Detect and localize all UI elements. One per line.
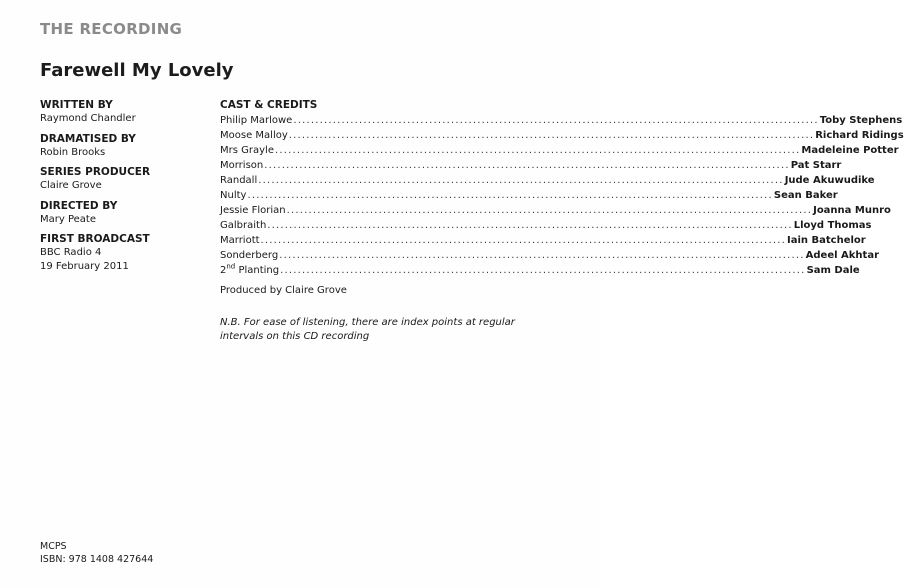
role-ordinal: 2 (220, 265, 227, 276)
credits-column (40, 98, 210, 279)
cast-actor: Sam Dale (806, 265, 860, 276)
credit-written-by (40, 98, 210, 126)
credit-heading: DIRECTED BY (40, 199, 118, 212)
cast-actor: Joanna Munro (813, 205, 891, 216)
credit-heading: WRITTEN BY (40, 99, 113, 111)
credit-value: BBC Radio 4 (40, 247, 102, 258)
credit-heading: FIRST BROADCAST (40, 233, 150, 245)
cast-role: Nulty (220, 190, 247, 201)
dot-leader: ........................................................................................................................ (286, 205, 813, 216)
credit-value: Claire Grove (40, 180, 102, 191)
cast-role: Philip Marlowe (220, 115, 293, 126)
dot-leader: ........................................................................................................................ (264, 160, 790, 171)
cast-role: Jessie Florian (220, 205, 286, 216)
cast-actor: Jude Akuwudike (784, 175, 875, 186)
cast-heading: CAST & CREDITS (220, 99, 318, 111)
listening-note: N.B. For ease of listening, there are index points at regular intervals on this CD recording (220, 317, 515, 342)
cast-actor: Richard Ridings (815, 130, 904, 141)
cast-actor: Iain Batchelor (787, 235, 866, 246)
cast-role: Randall (220, 175, 258, 186)
page-title: Farewell My Lovely (40, 60, 234, 81)
cast-column (220, 98, 904, 344)
dot-leader: ........................................................................................................................ (267, 220, 793, 231)
cast-row (220, 143, 899, 158)
cast-row (220, 218, 872, 233)
dot-leader: ........................................................................................................................ (260, 235, 786, 246)
dot-leader: ........................................................................................................................ (280, 265, 806, 276)
dot-leader: ........................................................................................................................ (288, 130, 815, 141)
dot-leader: ........................................................................................................................ (247, 190, 773, 201)
credit-heading: SERIES PRODUCER (40, 166, 151, 178)
cast-actor: Adeel Akhtar (805, 250, 879, 261)
credit-dramatised-by (40, 132, 210, 160)
dot-leader: ........................................................................................................................ (274, 145, 801, 156)
cast-row (220, 233, 866, 248)
dot-leader: ........................................................................................................................ (293, 115, 819, 126)
cast-actor: Madeleine Potter (801, 145, 899, 156)
credit-heading: DRAMATISED BY (40, 132, 136, 145)
cast-row (220, 248, 879, 263)
cast-role: Mrs Grayle (220, 145, 274, 156)
cast-row (220, 203, 891, 218)
cast-actor: Sean Baker (773, 190, 838, 201)
cast-actor: Pat Starr (790, 160, 842, 171)
dot-leader: ........................................................................................................................ (258, 175, 784, 186)
credit-value: Raymond Chandler (40, 113, 136, 124)
section-header: THE RECORDING (40, 20, 183, 38)
role-rest: Planting (235, 265, 280, 276)
cast-role: Sonderberg (220, 250, 279, 261)
cast-role (220, 263, 279, 278)
cast-row (220, 158, 842, 173)
cast-actor: Toby Stephens (819, 115, 903, 126)
cast-row (220, 173, 875, 188)
footer (40, 540, 153, 566)
credit-value: Mary Peate (40, 213, 96, 225)
cast-row (220, 113, 903, 128)
credit-first-broadcast (40, 232, 210, 273)
credit-value: Robin Brooks (40, 146, 106, 158)
cast-role: Galbraith (220, 220, 267, 231)
mcps-label: MCPS (40, 541, 67, 552)
cast-actor: Lloyd Thomas (793, 220, 872, 231)
dot-leader: ........................................................................................................................ (279, 250, 805, 261)
role-ordinal-suffix: nd (226, 262, 236, 271)
cast-row (220, 188, 838, 203)
credit-directed-by (40, 199, 210, 227)
cast-row (220, 262, 860, 278)
cast-role: Marriott (220, 235, 260, 246)
credit-value: 19 February 2011 (40, 260, 129, 272)
cast-role: Moose Malloy (220, 130, 288, 141)
produced-by: Produced by Claire Grove (220, 285, 347, 296)
cast-row (220, 128, 904, 143)
credit-series-producer (40, 165, 210, 193)
cast-role: Morrison (220, 160, 264, 171)
isbn-label: ISBN: 978 1408 427644 (40, 554, 154, 565)
